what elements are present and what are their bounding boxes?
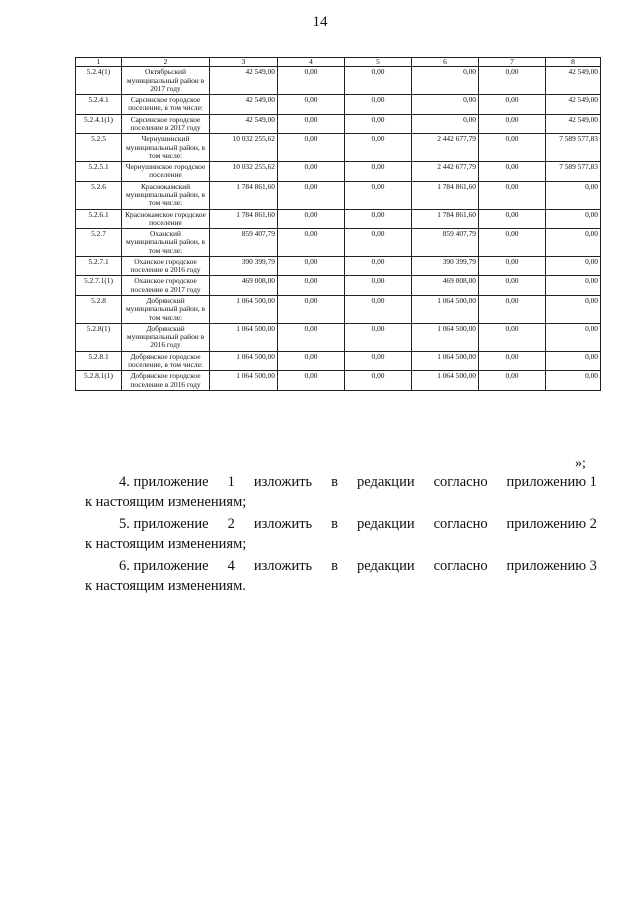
table-cell: 1 784 861,60 [210, 209, 278, 229]
table-cell: 0,00 [412, 114, 479, 134]
table-cell: 0,00 [479, 256, 546, 276]
table-cell: 0,00 [278, 134, 345, 162]
col-header-3: 3 [210, 58, 278, 67]
amendment-word: согласно [433, 516, 488, 532]
amendment-word: изложить [253, 558, 313, 574]
col-header-8: 8 [546, 58, 601, 67]
amendment-word: согласно [433, 558, 488, 574]
table-row [76, 323, 601, 351]
amendment-line [85, 557, 597, 577]
table-cell: 1 784 861,60 [412, 181, 479, 209]
table-cell: 0,00 [345, 323, 412, 351]
col-header-2: 2 [122, 58, 210, 67]
amendment-word: редакции [356, 474, 415, 490]
table-cell: 0,00 [546, 256, 601, 276]
amendment-item [85, 473, 597, 512]
col-header-6: 6 [412, 58, 479, 67]
table-cell: 0,00 [345, 95, 412, 115]
amendment-item [85, 557, 597, 596]
table-cell: 0,00 [479, 296, 546, 324]
table-cell: 469 008,00 [412, 276, 479, 296]
amendment-continuation: к настоящим изменениям. [85, 577, 246, 594]
table-cell: 0,00 [546, 351, 601, 371]
table-cell: 1 064 500,00 [210, 351, 278, 371]
table-cell: 0,00 [345, 256, 412, 276]
amendment-word: в [331, 474, 338, 490]
table-cell: 2 442 677,79 [412, 134, 479, 162]
table-cell: 0,00 [278, 181, 345, 209]
col-header-7: 7 [479, 58, 546, 67]
table-cell: 0,00 [479, 323, 546, 351]
amendment-word: приложению 1 [506, 474, 597, 490]
table-cell: 0,00 [278, 209, 345, 229]
table-cell: 0,00 [278, 95, 345, 115]
table-cell: 0,00 [546, 209, 601, 229]
table-cell: 0,00 [345, 114, 412, 134]
amendment-word: 6. приложение [119, 558, 209, 574]
amendment-word: изложить [253, 474, 313, 490]
table-cell: 5.2.4(1) [76, 67, 122, 95]
table-cell: 42 549,00 [210, 67, 278, 95]
table-cell: 0,00 [412, 67, 479, 95]
table-cell: 1 064 500,00 [412, 371, 479, 391]
table-cell: 0,00 [479, 95, 546, 115]
table-row [76, 351, 601, 371]
table-row [76, 114, 601, 134]
table-cell: 0,00 [278, 296, 345, 324]
table-cell: 7 589 577,83 [546, 134, 601, 162]
table-cell: 7 589 577,83 [546, 162, 601, 182]
table-cell: 0,00 [479, 67, 546, 95]
table-cell: 5.2.8.1(1) [76, 371, 122, 391]
amendment-word: редакции [356, 516, 415, 532]
amendment-line [85, 515, 597, 535]
table-cell: 0,00 [345, 351, 412, 371]
amendment-word: согласно [433, 474, 488, 490]
amendment-word: 2 [227, 516, 235, 532]
amendment-word: 4 [227, 558, 235, 574]
amendment-word: в [331, 558, 338, 574]
table-cell: 2 442 677,79 [412, 162, 479, 182]
table-cell: 5.2.8.1 [76, 351, 122, 371]
amendment-items [85, 473, 597, 599]
table-row [76, 371, 601, 391]
table-cell: Сарсинское городское поселение в 2017 году [122, 114, 210, 134]
table-cell: Оханский муниципальный район, в том числе: [122, 229, 210, 257]
table-cell: Добрянский муниципальный район, в том числе: [122, 296, 210, 324]
table-cell: Чернушинское городское поселение [122, 162, 210, 182]
table-cell: 0,00 [345, 209, 412, 229]
table-cell: 0,00 [345, 162, 412, 182]
table-cell: 0,00 [479, 209, 546, 229]
table-row [76, 162, 601, 182]
table-cell: 0,00 [278, 229, 345, 257]
table-cell: 5.2.6.1 [76, 209, 122, 229]
table-cell: 0,00 [278, 323, 345, 351]
table-row [76, 95, 601, 115]
col-header-4: 4 [278, 58, 345, 67]
table-cell: Октябрьский муниципальный район в 2017 году [122, 67, 210, 95]
table-cell: Краснокамское городское поселение [122, 209, 210, 229]
table-cell: 5.2.8(1) [76, 323, 122, 351]
table-cell: 1 784 861,60 [412, 209, 479, 229]
table-cell: 42 549,00 [546, 95, 601, 115]
table-cell: 5.2.7.1(1) [76, 276, 122, 296]
table-cell: 469 008,00 [210, 276, 278, 296]
table-cell: 859 407,79 [412, 229, 479, 257]
table-cell: 0,00 [345, 229, 412, 257]
table-cell: 1 064 500,00 [412, 323, 479, 351]
table-cell: Добрянское городское поселение, в том числе: [122, 351, 210, 371]
table-cell: 0,00 [278, 67, 345, 95]
table-cell: 0,00 [479, 114, 546, 134]
table-cell: 5.2.4.1(1) [76, 114, 122, 134]
amendment-word: 5. приложение [119, 516, 209, 532]
table-row [76, 276, 601, 296]
table-cell: Добрянский муниципальный район в 2016 году [122, 323, 210, 351]
table-row [76, 296, 601, 324]
table-cell: 0,00 [345, 296, 412, 324]
closing-quote: »; [575, 456, 586, 471]
table-cell: 0,00 [546, 181, 601, 209]
table-cell: 0,00 [546, 323, 601, 351]
amendment-word: приложению 2 [506, 516, 597, 532]
table-cell: 0,00 [278, 276, 345, 296]
table-cell: 859 407,79 [210, 229, 278, 257]
table-cell: 42 549,00 [546, 67, 601, 95]
table-cell: 10 032 255,62 [210, 162, 278, 182]
table-cell: 1 064 500,00 [210, 371, 278, 391]
table-cell: 390 399,79 [210, 256, 278, 276]
table-cell: 0,00 [278, 162, 345, 182]
amendment-word: в [331, 516, 338, 532]
table-row [76, 134, 601, 162]
table-cell: 42 549,00 [546, 114, 601, 134]
page-number: 14 [312, 14, 328, 30]
table-cell: Чернушинский муниципальный район, в том числе: [122, 134, 210, 162]
table-cell: 0,00 [479, 371, 546, 391]
table-row [76, 181, 601, 209]
table-cell: 0,00 [278, 371, 345, 391]
table-cell: Оханское городское поселение в 2016 году [122, 256, 210, 276]
amendment-line [85, 473, 597, 493]
table-cell: 1 064 500,00 [412, 296, 479, 324]
table-cell: 390 399,79 [412, 256, 479, 276]
table-row [76, 229, 601, 257]
table-cell: Сарсинское городское поселение, в том числе: [122, 95, 210, 115]
table-cell: 0,00 [345, 134, 412, 162]
table-body [76, 67, 601, 391]
table-cell: 0,00 [278, 351, 345, 371]
amendment-continuation: к настоящим изменениям; [85, 535, 247, 552]
table-cell: 0,00 [479, 229, 546, 257]
table-cell: Добрянское городское поселение в 2016 году [122, 371, 210, 391]
amendment-word: приложению 3 [506, 558, 597, 574]
table-cell: 0,00 [546, 276, 601, 296]
table-row [76, 67, 601, 95]
table-cell: 0,00 [479, 276, 546, 296]
table-cell: 1 784 861,60 [210, 181, 278, 209]
table-cell: 5.2.6 [76, 181, 122, 209]
table-cell: 0,00 [278, 256, 345, 276]
table-header-row [76, 58, 601, 67]
table-cell: 10 032 255,62 [210, 134, 278, 162]
table-cell: 42 549,00 [210, 95, 278, 115]
table-row [76, 209, 601, 229]
table-cell: 0,00 [479, 134, 546, 162]
table-cell: 5.2.7 [76, 229, 122, 257]
col-header-5: 5 [345, 58, 412, 67]
table-cell: 5.2.7.1 [76, 256, 122, 276]
table-cell: 0,00 [412, 95, 479, 115]
table-cell: 0,00 [345, 371, 412, 391]
amendment-item [85, 515, 597, 554]
amendment-continuation: к настоящим изменениям; [85, 493, 247, 510]
table-cell: Оханское городское поселение в 2017 году [122, 276, 210, 296]
table-cell: 0,00 [546, 371, 601, 391]
table-cell: 5.2.4.1 [76, 95, 122, 115]
table-cell: 0,00 [546, 296, 601, 324]
amendment-word: изложить [253, 516, 313, 532]
table-cell: 0,00 [345, 181, 412, 209]
table-cell: 1 064 500,00 [210, 323, 278, 351]
table-cell: 0,00 [479, 162, 546, 182]
table-row [76, 256, 601, 276]
table-cell: Краснокамский муниципальный район, в том числе: [122, 181, 210, 209]
table-cell: 0,00 [345, 276, 412, 296]
table-cell: 0,00 [278, 114, 345, 134]
table-cell: 42 549,00 [210, 114, 278, 134]
table-cell: 0,00 [479, 181, 546, 209]
table-cell: 0,00 [479, 351, 546, 371]
budget-table [75, 57, 601, 391]
table-cell: 5.2.8 [76, 296, 122, 324]
table-cell: 5.2.5.1 [76, 162, 122, 182]
table-cell: 0,00 [546, 229, 601, 257]
table-cell: 0,00 [345, 67, 412, 95]
col-header-1: 1 [76, 58, 122, 67]
table-cell: 1 064 500,00 [412, 351, 479, 371]
amendment-word: 1 [227, 474, 235, 490]
amendment-word: 4. приложение [119, 474, 209, 490]
amendment-word: редакции [356, 558, 415, 574]
table-cell: 5.2.5 [76, 134, 122, 162]
table-cell: 1 064 500,00 [210, 296, 278, 324]
